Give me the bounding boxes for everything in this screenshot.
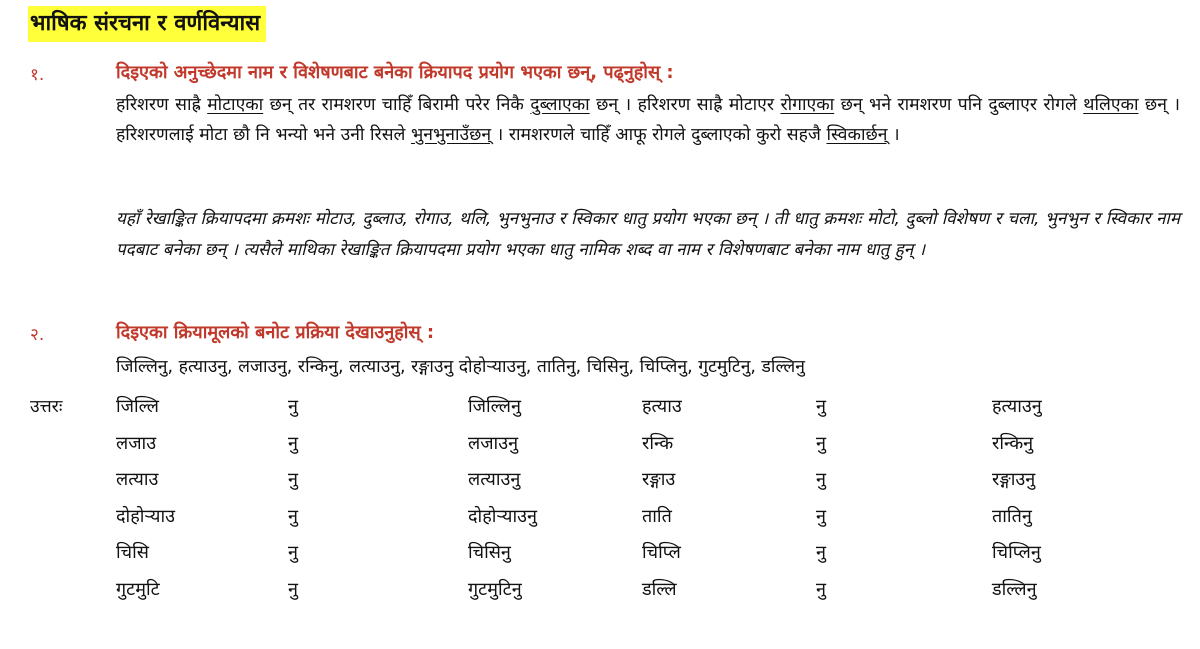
- suffix-left-cell: नु: [288, 432, 298, 454]
- word-left-cell: गुटमुटिनु: [468, 578, 522, 600]
- question-1-text: दिइएको अनुच्छेदमा नाम र विशेषणबाट बनेका क्रियापद प्रयोग भएका छन्, पढ्नुहोस् :: [116, 62, 674, 83]
- table-row: [0, 502, 1200, 539]
- word-right-cell: चिप्लिनु: [992, 542, 1041, 563]
- suffix-left-cell: नु: [288, 505, 298, 527]
- answer-label: उत्तरः: [30, 397, 63, 417]
- underlined-verb: स्विकार्छन्: [826, 125, 888, 145]
- question-1-paragraph: [116, 90, 1180, 150]
- paragraph-text: ।: [887, 125, 900, 145]
- question-2-text: दिइएका क्रियामूलको बनोट प्रक्रिया देखाउनुहोस् :: [116, 322, 435, 343]
- root-right-cell: रङ्गाउ: [642, 469, 676, 490]
- paragraph-text: । रामशरणले चाहिँ आफू रोगले दुब्लाएको कुरो सहजै: [491, 125, 827, 145]
- underlined-verb: दुब्लाएका: [530, 95, 590, 115]
- root-left-cell: लजाउ: [116, 432, 157, 454]
- word-right-cell: डल्लिनु: [992, 578, 1037, 600]
- root-left-cell: दोहोऱ्याउ: [116, 505, 175, 527]
- suffix-left-cell: नु: [288, 469, 298, 490]
- root-left-cell: चिसि: [116, 542, 149, 563]
- word-left-cell: चिसिनु: [468, 542, 511, 563]
- suffix-right-cell: नु: [816, 578, 826, 600]
- word-left-cell: जिल्लिनु: [468, 396, 521, 417]
- suffix-right-cell: नु: [816, 396, 826, 417]
- root-left-cell: लत्याउ: [116, 469, 159, 490]
- paragraph-text: छन् । हरिशरण साह्रै मोटाएर: [589, 95, 781, 115]
- question-1-number: १.: [30, 65, 45, 85]
- suffix-right-cell: नु: [816, 432, 826, 454]
- suffix-right-cell: नु: [816, 469, 826, 490]
- table-row: [0, 538, 1200, 575]
- word-right-cell: रङ्गाउनु: [992, 469, 1036, 490]
- word-left-cell: लजाउनु: [468, 432, 519, 454]
- underlined-verb: रोगाएका: [780, 95, 835, 115]
- paragraph-text: छन् भने रामशरण पनि दुब्लाएर रोगले: [834, 95, 1084, 115]
- table-row: [0, 429, 1200, 466]
- root-left-cell: गुटमुटि: [116, 578, 160, 600]
- suffix-right-cell: नु: [816, 542, 826, 563]
- root-right-cell: चिप्लि: [642, 542, 681, 563]
- underlined-verb: भुनभुनाउँछन्: [410, 125, 492, 145]
- word-left-cell: दोहोऱ्याउनु: [468, 505, 537, 527]
- root-left-cell: जिल्लि: [116, 396, 160, 417]
- table-row: [0, 465, 1200, 502]
- answer-table: [0, 392, 1200, 611]
- paragraph-text: छन् । हरिशरणलाई मोटा छौ नि भन्यो भने उनी रिसले: [116, 95, 1180, 145]
- root-right-cell: हत्याउ: [642, 396, 682, 417]
- section-heading: भाषिक संरचना र वर्णविन्यास: [28, 6, 266, 42]
- underlined-verb: मोटाएका: [207, 95, 264, 115]
- question-2-wordlist: जिल्लिनु, हत्याउनु, लजाउनु, रन्किनु, लत्याउनु, रङ्गाउनु दोहोऱ्याउनु, तातिनु, चिसिनु, चिप्लिनु, गुटमुटिनु, डल्लिनु: [116, 357, 805, 377]
- table-row: [0, 392, 1200, 429]
- table-row: [0, 575, 1200, 612]
- suffix-left-cell: नु: [288, 396, 298, 417]
- suffix-left-cell: नु: [288, 542, 298, 563]
- suffix-left-cell: नु: [288, 578, 298, 600]
- root-right-cell: ताति: [642, 505, 672, 527]
- word-right-cell: हत्याउनु: [992, 396, 1042, 417]
- word-right-cell: तातिनु: [992, 505, 1032, 527]
- paragraph-text: छन् तर रामशरण चाहिँ बिरामी परेर निकै: [263, 95, 531, 115]
- root-right-cell: रन्कि: [642, 432, 674, 454]
- paragraph-text: हरिशरण साह्रै: [116, 95, 208, 115]
- word-right-cell: रन्किनु: [992, 432, 1034, 454]
- question-1-explanation: यहाँ रेखाङ्कित क्रियापदमा क्रमशः मोटाउ, दुब्लाउ, रोगाउ, थलि, भुनभुनाउ र स्विकार धातु प्रयोग भएका छन् । ती धातु क्रमशः मोटो, दुब्लो विशेषण र चला, भुनभुन र स्विकार नाम पदबाट बनेका छन् । त्यसैले माथिका रेखाङ्कित क्रियापदमा प्रयोग भएका धातु नामिक शब्द वा नाम र विशेषणबाट बनेका नाम धातु हुन् ।: [116, 209, 1180, 260]
- underlined-verb: थलिएका: [1083, 95, 1139, 115]
- question-2-number: २.: [30, 325, 45, 345]
- suffix-right-cell: नु: [816, 505, 826, 527]
- root-right-cell: डल्लि: [642, 578, 677, 600]
- word-left-cell: लत्याउनु: [468, 469, 521, 490]
